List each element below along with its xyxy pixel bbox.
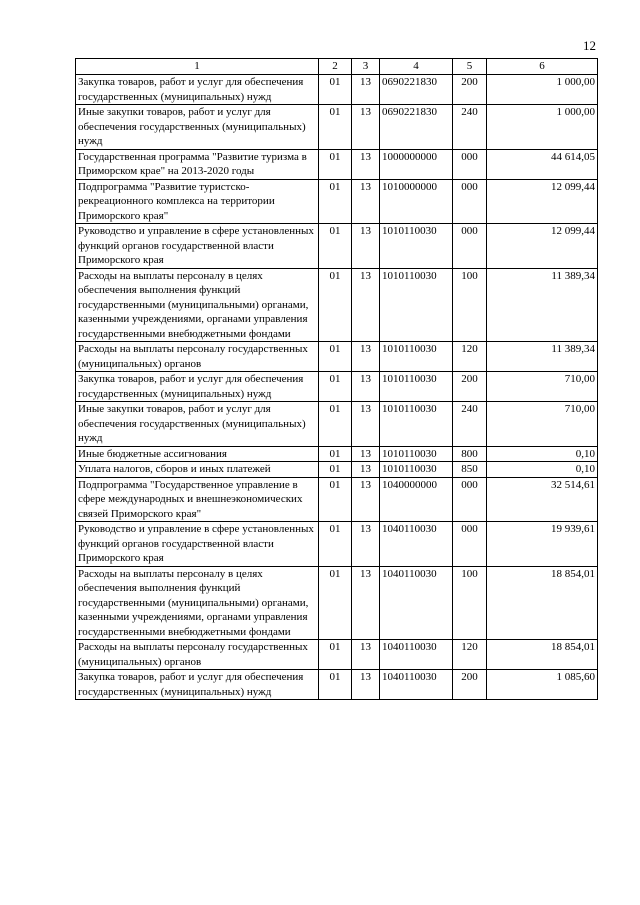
table-row <box>76 105 598 150</box>
expense-type-cell: 000 <box>453 179 487 224</box>
expense-type-cell: 800 <box>453 446 487 462</box>
target-article-cell: 1010110030 <box>380 268 453 342</box>
column-header: 6 <box>487 59 598 75</box>
expense-type-cell: 200 <box>453 372 487 402</box>
target-article-cell: 1010110030 <box>380 342 453 372</box>
section-code-cell: 01 <box>319 342 352 372</box>
amount-cell: 12 099,44 <box>487 179 598 224</box>
section-code-cell: 01 <box>319 670 352 700</box>
section-code-cell: 01 <box>319 640 352 670</box>
table-row <box>76 640 598 670</box>
amount-cell: 18 854,01 <box>487 640 598 670</box>
expense-type-cell: 000 <box>453 224 487 269</box>
table-row <box>76 224 598 269</box>
table-row <box>76 268 598 342</box>
item-name-cell: Иные закупки товаров, работ и услуг для обеспечения государственных (муниципальных) нужд <box>76 402 319 447</box>
target-article-cell: 1010110030 <box>380 402 453 447</box>
expense-type-cell: 120 <box>453 640 487 670</box>
subsection-code-cell: 13 <box>352 75 380 105</box>
expense-type-cell: 850 <box>453 462 487 478</box>
item-name-cell: Подпрограмма "Государственное управление в сфере международных и внешнеэкономических связей Приморского края" <box>76 477 319 522</box>
expense-type-cell: 100 <box>453 566 487 640</box>
table-row <box>76 179 598 224</box>
section-code-cell: 01 <box>319 224 352 269</box>
item-name-cell: Руководство и управление в сфере установленных функций органов государственной власти Приморского края <box>76 522 319 567</box>
page-number: 12 <box>583 38 596 53</box>
item-name-cell: Закупка товаров, работ и услуг для обеспечения государственных (муниципальных) нужд <box>76 372 319 402</box>
section-code-cell: 01 <box>319 75 352 105</box>
subsection-code-cell: 13 <box>352 179 380 224</box>
target-article-cell: 1010000000 <box>380 179 453 224</box>
target-article-cell: 1040000000 <box>380 477 453 522</box>
column-header: 5 <box>453 59 487 75</box>
subsection-code-cell: 13 <box>352 402 380 447</box>
amount-cell: 19 939,61 <box>487 522 598 567</box>
column-header: 4 <box>380 59 453 75</box>
table-row <box>76 446 598 462</box>
section-code-cell: 01 <box>319 402 352 447</box>
expense-type-cell: 240 <box>453 105 487 150</box>
amount-cell: 44 614,05 <box>487 149 598 179</box>
amount-cell: 1 085,60 <box>487 670 598 700</box>
target-article-cell: 1040110030 <box>380 522 453 567</box>
target-article-cell: 1010110030 <box>380 462 453 478</box>
expense-type-cell: 200 <box>453 670 487 700</box>
amount-cell: 1 000,00 <box>487 75 598 105</box>
item-name-cell: Руководство и управление в сфере установленных функций органов государственной власти Приморского края <box>76 224 319 269</box>
target-article-cell: 1040110030 <box>380 670 453 700</box>
target-article-cell: 0690221830 <box>380 75 453 105</box>
target-article-cell: 1010110030 <box>380 372 453 402</box>
amount-cell: 0,10 <box>487 462 598 478</box>
table-row <box>76 372 598 402</box>
expense-type-cell: 000 <box>453 149 487 179</box>
expense-type-cell: 240 <box>453 402 487 447</box>
amount-cell: 0,10 <box>487 446 598 462</box>
table-row <box>76 670 598 700</box>
expense-type-cell: 000 <box>453 522 487 567</box>
target-article-cell: 1040110030 <box>380 566 453 640</box>
section-code-cell: 01 <box>319 522 352 567</box>
subsection-code-cell: 13 <box>352 670 380 700</box>
section-code-cell: 01 <box>319 105 352 150</box>
section-code-cell: 01 <box>319 149 352 179</box>
header-row <box>76 59 598 75</box>
table-row <box>76 75 598 105</box>
section-code-cell: 01 <box>319 372 352 402</box>
subsection-code-cell: 13 <box>352 105 380 150</box>
expense-type-cell: 000 <box>453 477 487 522</box>
table-row <box>76 149 598 179</box>
section-code-cell: 01 <box>319 462 352 478</box>
item-name-cell: Расходы на выплаты персоналу государственных (муниципальных) органов <box>76 640 319 670</box>
table-row <box>76 402 598 447</box>
target-article-cell: 1000000000 <box>380 149 453 179</box>
section-code-cell: 01 <box>319 477 352 522</box>
amount-cell: 11 389,34 <box>487 342 598 372</box>
item-name-cell: Уплата налогов, сборов и иных платежей <box>76 462 319 478</box>
subsection-code-cell: 13 <box>352 342 380 372</box>
item-name-cell: Подпрограмма "Развитие туристско-рекреационного комплекса на территории Приморского края" <box>76 179 319 224</box>
column-header: 1 <box>76 59 319 75</box>
section-code-cell: 01 <box>319 268 352 342</box>
section-code-cell: 01 <box>319 179 352 224</box>
amount-cell: 710,00 <box>487 402 598 447</box>
table-row <box>76 462 598 478</box>
table-row <box>76 477 598 522</box>
item-name-cell: Расходы на выплаты персоналу государственных (муниципальных) органов <box>76 342 319 372</box>
subsection-code-cell: 13 <box>352 477 380 522</box>
amount-cell: 12 099,44 <box>487 224 598 269</box>
budget-table <box>75 58 598 700</box>
subsection-code-cell: 13 <box>352 522 380 567</box>
subsection-code-cell: 13 <box>352 149 380 179</box>
section-code-cell: 01 <box>319 446 352 462</box>
expense-type-cell: 100 <box>453 268 487 342</box>
subsection-code-cell: 13 <box>352 462 380 478</box>
table-row <box>76 342 598 372</box>
item-name-cell: Иные бюджетные ассигнования <box>76 446 319 462</box>
target-article-cell: 1040110030 <box>380 640 453 670</box>
target-article-cell: 1010110030 <box>380 446 453 462</box>
amount-cell: 11 389,34 <box>487 268 598 342</box>
item-name-cell: Закупка товаров, работ и услуг для обеспечения государственных (муниципальных) нужд <box>76 75 319 105</box>
amount-cell: 710,00 <box>487 372 598 402</box>
table-row <box>76 522 598 567</box>
column-header: 2 <box>319 59 352 75</box>
subsection-code-cell: 13 <box>352 446 380 462</box>
expense-type-cell: 120 <box>453 342 487 372</box>
subsection-code-cell: 13 <box>352 566 380 640</box>
subsection-code-cell: 13 <box>352 640 380 670</box>
item-name-cell: Расходы на выплаты персоналу в целях обеспечения выполнения функций государственными (муниципальными) органами, казенными учреждениями, органами управления государственными внебюджетными фондами <box>76 566 319 640</box>
amount-cell: 1 000,00 <box>487 105 598 150</box>
item-name-cell: Расходы на выплаты персоналу в целях обеспечения выполнения функций государственными (муниципальными) органами, казенными учреждениями, органами управления государственными внебюджетными фондами <box>76 268 319 342</box>
amount-cell: 18 854,01 <box>487 566 598 640</box>
subsection-code-cell: 13 <box>352 372 380 402</box>
target-article-cell: 0690221830 <box>380 105 453 150</box>
item-name-cell: Закупка товаров, работ и услуг для обеспечения государственных (муниципальных) нужд <box>76 670 319 700</box>
item-name-cell: Государственная программа "Развитие туризма в Приморском крае" на 2013-2020 годы <box>76 149 319 179</box>
table-row <box>76 566 598 640</box>
item-name-cell: Иные закупки товаров, работ и услуг для обеспечения государственных (муниципальных) нужд <box>76 105 319 150</box>
target-article-cell: 1010110030 <box>380 224 453 269</box>
section-code-cell: 01 <box>319 566 352 640</box>
amount-cell: 32 514,61 <box>487 477 598 522</box>
expense-type-cell: 200 <box>453 75 487 105</box>
subsection-code-cell: 13 <box>352 224 380 269</box>
column-header: 3 <box>352 59 380 75</box>
subsection-code-cell: 13 <box>352 268 380 342</box>
